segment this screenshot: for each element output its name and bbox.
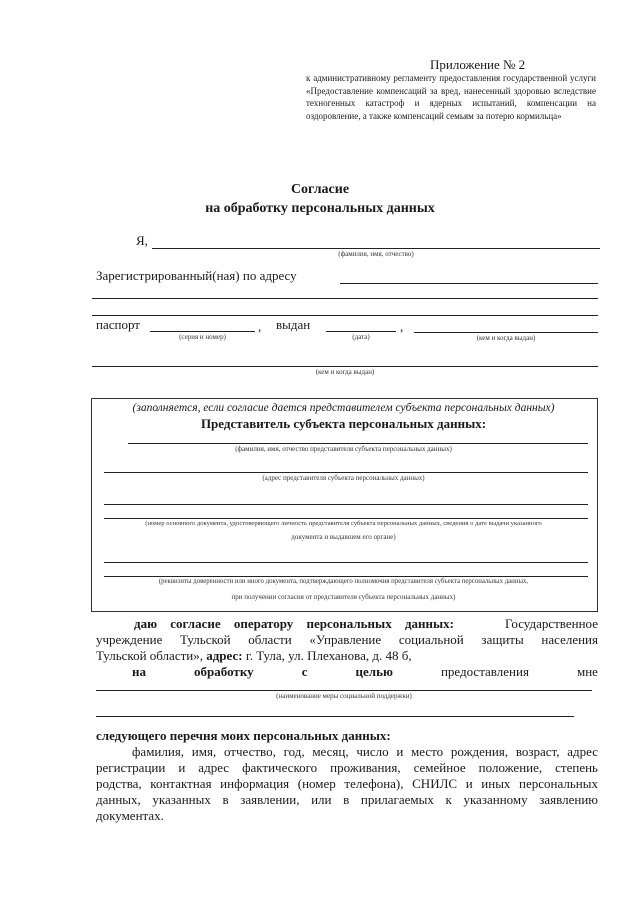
word-celyu: целью	[355, 664, 393, 679]
comma-2: ,	[400, 319, 404, 334]
consent-give-bold: даю согласие оператору персональных данных:	[134, 616, 454, 631]
fio-caption: (фамилия, имя, отчество)	[338, 250, 414, 258]
rep-address-field[interactable]	[104, 472, 588, 473]
rep-doc-field-1[interactable]	[104, 504, 588, 505]
document-title: Согласие	[290, 182, 350, 197]
measure-caption: (наименование меры социальной поддержки)	[276, 692, 412, 700]
rep-fio-caption: (фамилия, имя, отчество представителя субъекта персональных данных)	[235, 445, 452, 453]
passport-series-field[interactable]	[150, 331, 255, 332]
operator-part-1: Государственное	[505, 616, 598, 631]
list-heading: следующего перечня моих персональных данных:	[96, 728, 391, 743]
fio-field[interactable]	[152, 248, 600, 249]
list-line-5: документах.	[96, 808, 164, 823]
address-field-3[interactable]	[92, 315, 598, 316]
measure-field[interactable]	[96, 690, 592, 691]
series-caption: (серия и номер)	[179, 333, 226, 341]
issuer-field[interactable]	[414, 332, 598, 333]
rep-address-caption: (адрес представителя субъекта персональных данных)	[262, 474, 425, 482]
rep-fio-field[interactable]	[128, 443, 588, 444]
consent-line-2: учреждение Тульской области «Управление социальной защиты населения	[96, 632, 598, 647]
address-bold: адрес:	[206, 648, 243, 663]
rep-doc-caption-2: документа и выдавшем его органе)	[291, 533, 396, 541]
operator-part-3a: Тульской области»,	[96, 648, 203, 663]
ya-label: Я,	[136, 233, 148, 248]
measure-field-2[interactable]	[96, 716, 574, 717]
issue-date-field[interactable]	[326, 331, 396, 332]
issuer-caption: (кем и когда выдан)	[476, 334, 536, 342]
rep-power-caption-2: при получении согласия от представителя субъекта персональных данных)	[231, 593, 456, 601]
issued-label: выдан	[276, 317, 311, 332]
rep-power-field-1[interactable]	[104, 562, 588, 563]
word-obrabotku: обработку	[194, 664, 254, 679]
address-field-2[interactable]	[92, 298, 598, 299]
address-field-1[interactable]	[340, 283, 598, 284]
rep-doc-field-2[interactable]	[104, 518, 588, 519]
issuer-caption-2: (кем и когда выдан)	[315, 368, 375, 376]
operator-address: г. Тула, ул. Плеханова, д. 48 б,	[245, 648, 412, 663]
word-mne: мне	[576, 664, 598, 679]
word-s: с	[301, 664, 308, 679]
document-subtitle: на обработку персональных данных	[205, 201, 435, 216]
address-label: Зарегистрированный(ная) по адресу	[96, 268, 297, 283]
date-caption: (дата)	[352, 333, 370, 341]
list-line-3: родства, контактная информация (номер телефона), СНИЛС и иных персональных	[96, 776, 598, 791]
representative-note: (заполняется, если согласие дается представителем субъекта персональных данных)	[132, 402, 555, 414]
appendix-title: Приложение № 2	[430, 57, 526, 72]
issuer-field-2[interactable]	[92, 366, 598, 367]
list-line-2: регистрации и адрес фактического проживания, семейное положение, степень	[96, 760, 598, 775]
rep-power-caption-1: (реквизиты доверенности или иного документа, подтверждающего полномочия представителя субъекта персональных данных,	[158, 578, 529, 585]
consent-line-3	[96, 648, 598, 664]
rep-doc-caption-1: (номер основного документа, удостоверяющего личность представителя субъекта персональных данных, сведения о дате выдачи указанного	[145, 520, 542, 527]
passport-label: паспорт	[96, 317, 140, 332]
list-line-1: фамилия, имя, отчество, год, месяц, число и место рождения, возраст, адрес	[132, 744, 598, 759]
representative-title: Представитель субъекта персональных данных:	[200, 416, 487, 431]
rep-power-field-2[interactable]	[104, 576, 588, 577]
consent-line-1	[96, 616, 598, 632]
word-na: на	[132, 664, 146, 679]
comma: ,	[258, 319, 262, 334]
purpose-line	[132, 664, 598, 680]
regulation-text: к административному регламенту предоставления государственной услуги «Предоставление компенсаций за вред, нанесенный здоровью вследствие техногенных катастроф и ядерных испытаний, компенсации на оздоровление, а также компенсаций семьям за потерю кормильца»	[306, 73, 596, 121]
list-line-4: данных, указанных в заявлении, или в прилагаемых к указанному заявлению	[96, 792, 598, 807]
word-predostavleniya: предоставления	[440, 664, 529, 679]
